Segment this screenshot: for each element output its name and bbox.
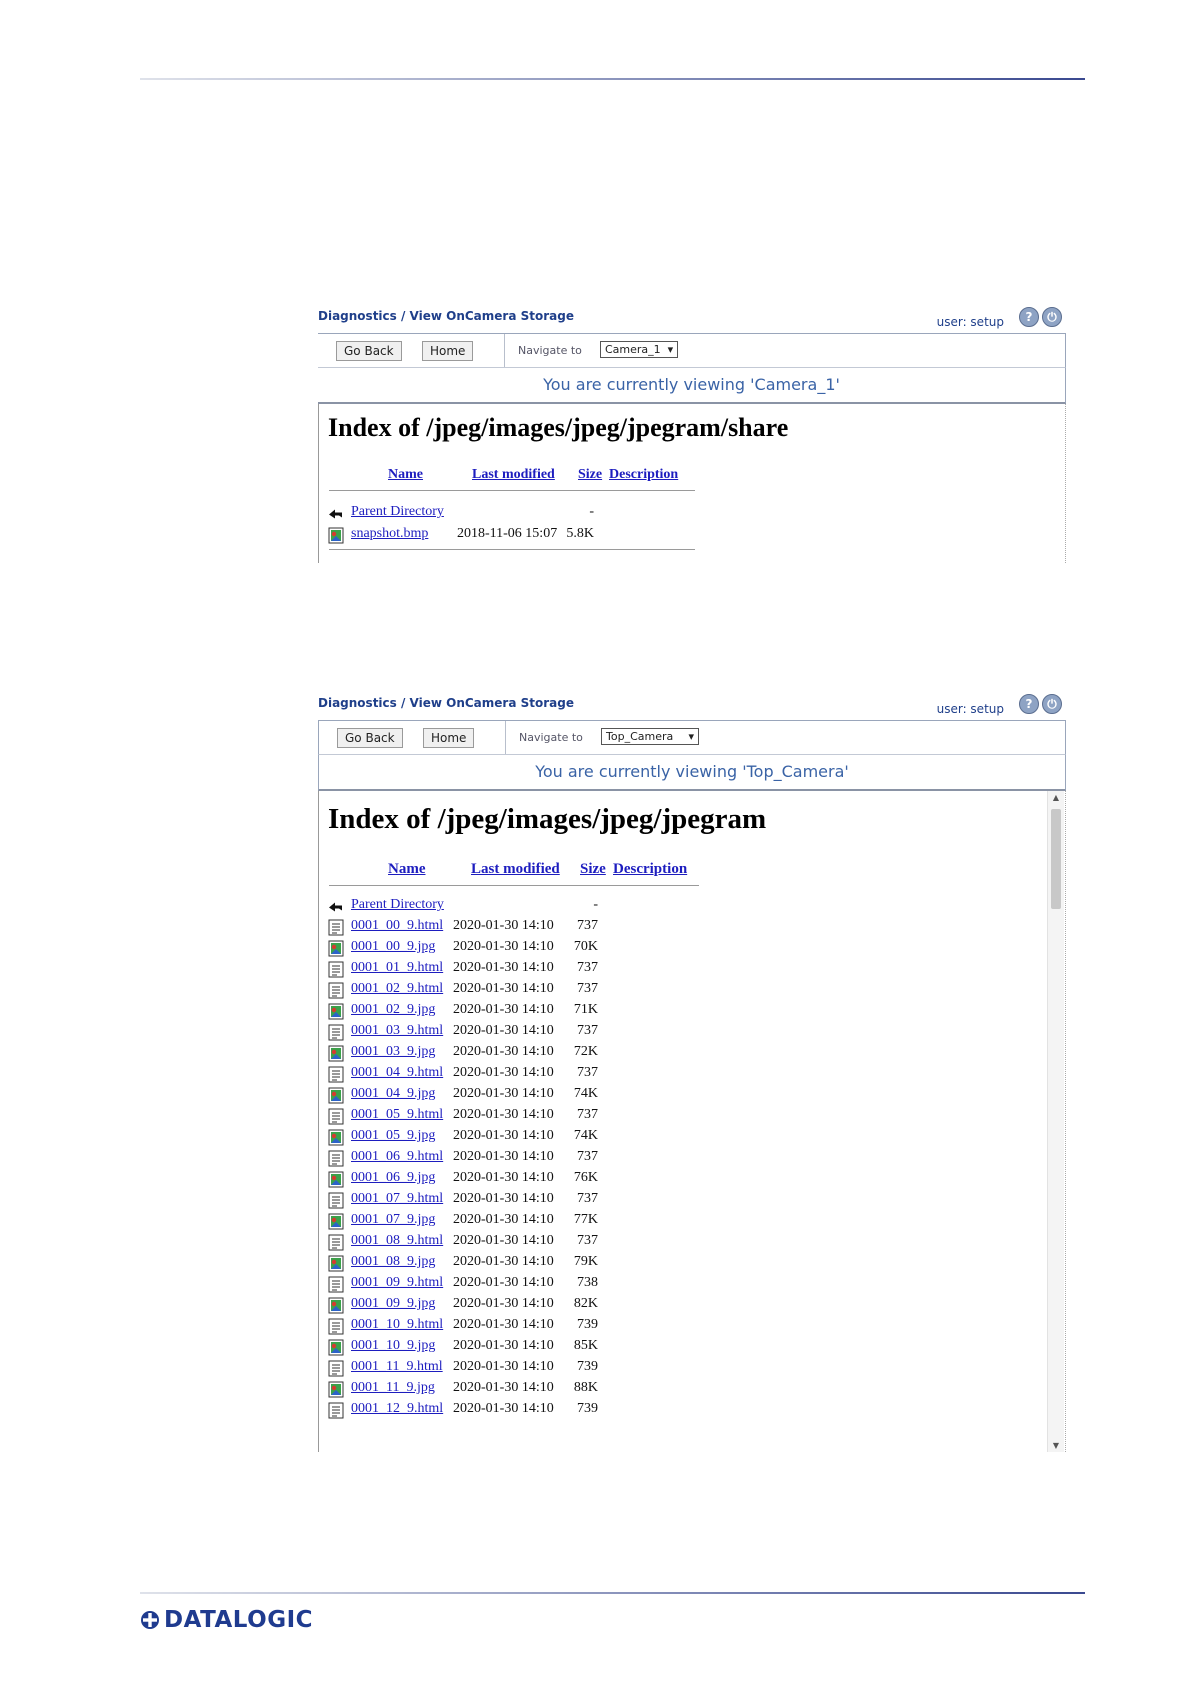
parent-directory-link[interactable]: Parent Directory [351, 504, 444, 519]
parent-size: - [593, 897, 598, 912]
file-modified: 2020-01-30 14:10 [453, 1065, 554, 1080]
file-size: 79K [573, 1254, 598, 1269]
file-size: 739 [577, 1317, 598, 1332]
back-arrow-icon [328, 898, 344, 915]
go-back-button[interactable]: Go Back [336, 341, 402, 361]
image-file-icon [328, 1003, 344, 1020]
divider [329, 490, 695, 491]
breadcrumb: Diagnostics / View OnCamera Storage [318, 696, 574, 710]
file-size: 76K [573, 1170, 598, 1185]
image-file-icon [328, 1213, 344, 1230]
file-modified: 2020-01-30 14:10 [453, 1086, 554, 1101]
file-size: 737 [577, 981, 598, 996]
image-file-icon [328, 1087, 344, 1104]
navigation-bar [318, 720, 1066, 755]
file-size: 737 [577, 1191, 598, 1206]
file-link[interactable]: snapshot.bmp [351, 526, 429, 541]
image-file-icon [328, 1255, 344, 1272]
column-last-modified[interactable]: Last modified [472, 467, 555, 482]
logout-icon[interactable]: ⏻ [1042, 307, 1062, 327]
file-link[interactable]: 0001_00_9.jpg [351, 939, 436, 954]
file-link[interactable]: 0001_11_9.jpg [351, 1380, 435, 1395]
file-link[interactable]: 0001_10_9.html [351, 1317, 444, 1332]
screenshot-camera-1 [318, 305, 1066, 563]
image-file-icon [328, 1171, 344, 1188]
text-file-icon [328, 919, 344, 936]
file-link[interactable]: 0001_09_9.html [351, 1275, 444, 1290]
file-modified: 2020-01-30 14:10 [453, 1191, 554, 1206]
file-size: 737 [577, 1233, 598, 1248]
file-link[interactable]: 0001_07_9.jpg [351, 1212, 436, 1227]
divider [329, 885, 699, 886]
file-modified: 2020-01-30 14:10 [453, 1317, 554, 1332]
image-file-icon [328, 527, 344, 544]
file-size: 739 [577, 1359, 598, 1374]
file-link[interactable]: 0001_10_9.jpg [351, 1338, 436, 1353]
file-link[interactable]: 0001_08_9.jpg [351, 1254, 436, 1269]
viewing-status: You are currently viewing 'Camera_1' [318, 367, 1066, 404]
header-icons [1019, 694, 1062, 714]
viewing-status: You are currently viewing 'Top_Camera' [318, 754, 1066, 791]
file-size: 74K [573, 1128, 598, 1143]
scroll-down-icon[interactable]: ▼ [1052, 1441, 1060, 1450]
footer-rule [140, 1592, 1085, 1594]
text-file-icon [328, 1402, 344, 1419]
file-link[interactable]: 0001_04_9.html [351, 1065, 444, 1080]
camera-select-value: Top_Camera [606, 730, 674, 743]
breadcrumb: Diagnostics / View OnCamera Storage [318, 309, 574, 323]
column-description[interactable]: Description [609, 467, 679, 482]
datalogic-logo [140, 1607, 313, 1633]
file-modified: 2018-11-06 15:07 [457, 526, 558, 541]
file-modified: 2020-01-30 14:10 [453, 1212, 554, 1227]
file-size: 77K [573, 1212, 598, 1227]
file-modified: 2020-01-30 14:10 [453, 1044, 554, 1059]
file-modified: 2020-01-30 14:10 [453, 1002, 554, 1017]
file-link[interactable]: 0001_05_9.html [351, 1107, 444, 1122]
file-link[interactable]: 0001_04_9.jpg [351, 1086, 436, 1101]
divider [504, 334, 505, 368]
file-link[interactable]: 0001_05_9.jpg [351, 1128, 436, 1143]
navigate-to-label: Navigate to [518, 344, 582, 357]
text-file-icon [328, 1318, 344, 1335]
file-modified: 2020-01-30 14:10 [453, 1296, 554, 1311]
file-size: 737 [577, 960, 598, 975]
file-link[interactable]: 0001_09_9.jpg [351, 1296, 436, 1311]
column-name[interactable]: Name [388, 861, 426, 877]
column-size[interactable]: Size [578, 467, 603, 482]
file-size: 737 [577, 1065, 598, 1080]
file-size: 737 [577, 1149, 598, 1164]
text-file-icon [328, 982, 344, 999]
header-icons [1019, 307, 1062, 327]
chevron-down-icon: ▾ [688, 730, 694, 743]
divider [329, 549, 695, 550]
image-file-icon [328, 1129, 344, 1146]
file-link[interactable]: 0001_08_9.html [351, 1233, 444, 1248]
file-link[interactable]: 0001_02_9.html [351, 981, 444, 996]
column-last-modified[interactable]: Last modified [471, 861, 560, 877]
file-link[interactable]: 0001_03_9.html [351, 1023, 444, 1038]
user-label: user: setup [936, 702, 1004, 716]
file-modified: 2020-01-30 14:10 [453, 981, 554, 996]
parent-directory-link[interactable]: Parent Directory [351, 897, 444, 912]
file-modified: 2020-01-30 14:10 [453, 1149, 554, 1164]
file-modified: 2020-01-30 14:10 [453, 1254, 554, 1269]
file-modified: 2020-01-30 14:10 [453, 1380, 554, 1395]
file-size: 71K [573, 1002, 598, 1017]
directory-frame [318, 404, 1066, 563]
camera-select-value: Camera_1 [605, 343, 661, 356]
text-file-icon [328, 1150, 344, 1167]
file-link[interactable]: 0001_02_9.jpg [351, 1002, 436, 1017]
image-file-icon [328, 940, 344, 957]
divider [505, 721, 506, 755]
file-modified: 2020-01-30 14:10 [453, 1401, 554, 1416]
file-modified: 2020-01-30 14:10 [453, 1275, 554, 1290]
index-title: Index of /jpeg/images/jpeg/jpegram [328, 803, 767, 835]
back-arrow-icon [328, 505, 344, 522]
go-back-button[interactable]: Go Back [337, 728, 403, 748]
chevron-down-icon: ▾ [664, 343, 674, 356]
datalogic-logo-mark-icon [140, 1610, 160, 1630]
file-size: 74K [573, 1086, 598, 1101]
text-file-icon [328, 1192, 344, 1209]
file-modified: 2020-01-30 14:10 [453, 1128, 554, 1143]
user-label: user: setup [936, 315, 1004, 329]
home-button[interactable]: Home [423, 728, 474, 748]
file-size: 70K [573, 939, 598, 954]
column-size[interactable]: Size [580, 861, 606, 877]
file-size: 739 [577, 1401, 598, 1416]
navigation-bar [318, 333, 1066, 368]
file-modified: 2020-01-30 14:10 [453, 1170, 554, 1185]
file-modified: 2020-01-30 14:10 [453, 1107, 554, 1122]
screenshot-top-camera [318, 692, 1066, 1452]
help-icon[interactable]: ? [1019, 307, 1039, 327]
file-modified: 2020-01-30 14:10 [453, 939, 554, 954]
text-file-icon [328, 1024, 344, 1041]
file-link[interactable]: 0001_12_9.html [351, 1401, 444, 1416]
home-button[interactable]: Home [422, 341, 473, 361]
file-size: 738 [577, 1275, 598, 1290]
file-modified: 2020-01-30 14:10 [453, 1338, 554, 1353]
file-size: 85K [573, 1338, 598, 1353]
text-file-icon [328, 1360, 344, 1377]
file-size: 737 [577, 918, 598, 933]
image-file-icon [328, 1297, 344, 1314]
navigate-to-label: Navigate to [519, 731, 583, 744]
text-file-icon [328, 1108, 344, 1125]
file-modified: 2020-01-30 14:10 [453, 1359, 554, 1374]
column-name[interactable]: Name [388, 467, 423, 482]
logout-icon[interactable]: ⏻ [1042, 694, 1062, 714]
vertical-scrollbar[interactable] [1047, 791, 1064, 1452]
scrollbar-thumb[interactable] [1051, 809, 1061, 909]
text-file-icon [328, 1066, 344, 1083]
file-link[interactable]: 0001_03_9.jpg [351, 1044, 436, 1059]
image-file-icon [328, 1381, 344, 1398]
file-link[interactable]: 0001_11_9.html [351, 1359, 443, 1374]
file-link[interactable]: 0001_01_9.html [351, 960, 444, 975]
column-description[interactable]: Description [613, 861, 688, 877]
file-size: 88K [573, 1380, 598, 1395]
text-file-icon [328, 961, 344, 978]
header-rule [140, 78, 1085, 80]
directory-frame [318, 791, 1066, 1452]
file-link[interactable]: 0001_07_9.html [351, 1191, 444, 1206]
text-file-icon [328, 1276, 344, 1293]
camera-select[interactable] [601, 728, 699, 745]
file-size: 82K [573, 1296, 598, 1311]
file-link[interactable]: 0001_00_9.html [351, 918, 444, 933]
scroll-up-icon[interactable]: ▲ [1052, 793, 1060, 802]
file-modified: 2020-01-30 14:10 [453, 918, 554, 933]
camera-select[interactable] [600, 341, 678, 358]
file-size: 737 [577, 1107, 598, 1122]
text-file-icon [328, 1234, 344, 1251]
index-title: Index of /jpeg/images/jpeg/jpegram/share [328, 413, 789, 442]
file-link[interactable]: 0001_06_9.jpg [351, 1170, 436, 1185]
file-link[interactable]: 0001_06_9.html [351, 1149, 444, 1164]
file-size: 72K [573, 1044, 598, 1059]
parent-size: - [589, 504, 594, 519]
file-modified: 2020-01-30 14:10 [453, 960, 554, 975]
image-file-icon [328, 1339, 344, 1356]
file-modified: 2020-01-30 14:10 [453, 1233, 554, 1248]
file-modified: 2020-01-30 14:10 [453, 1023, 554, 1038]
file-size: 737 [577, 1023, 598, 1038]
help-icon[interactable]: ? [1019, 694, 1039, 714]
file-size: 5.8K [566, 526, 594, 541]
brand-name: DATALOGIC [164, 1607, 314, 1633]
image-file-icon [328, 1045, 344, 1062]
